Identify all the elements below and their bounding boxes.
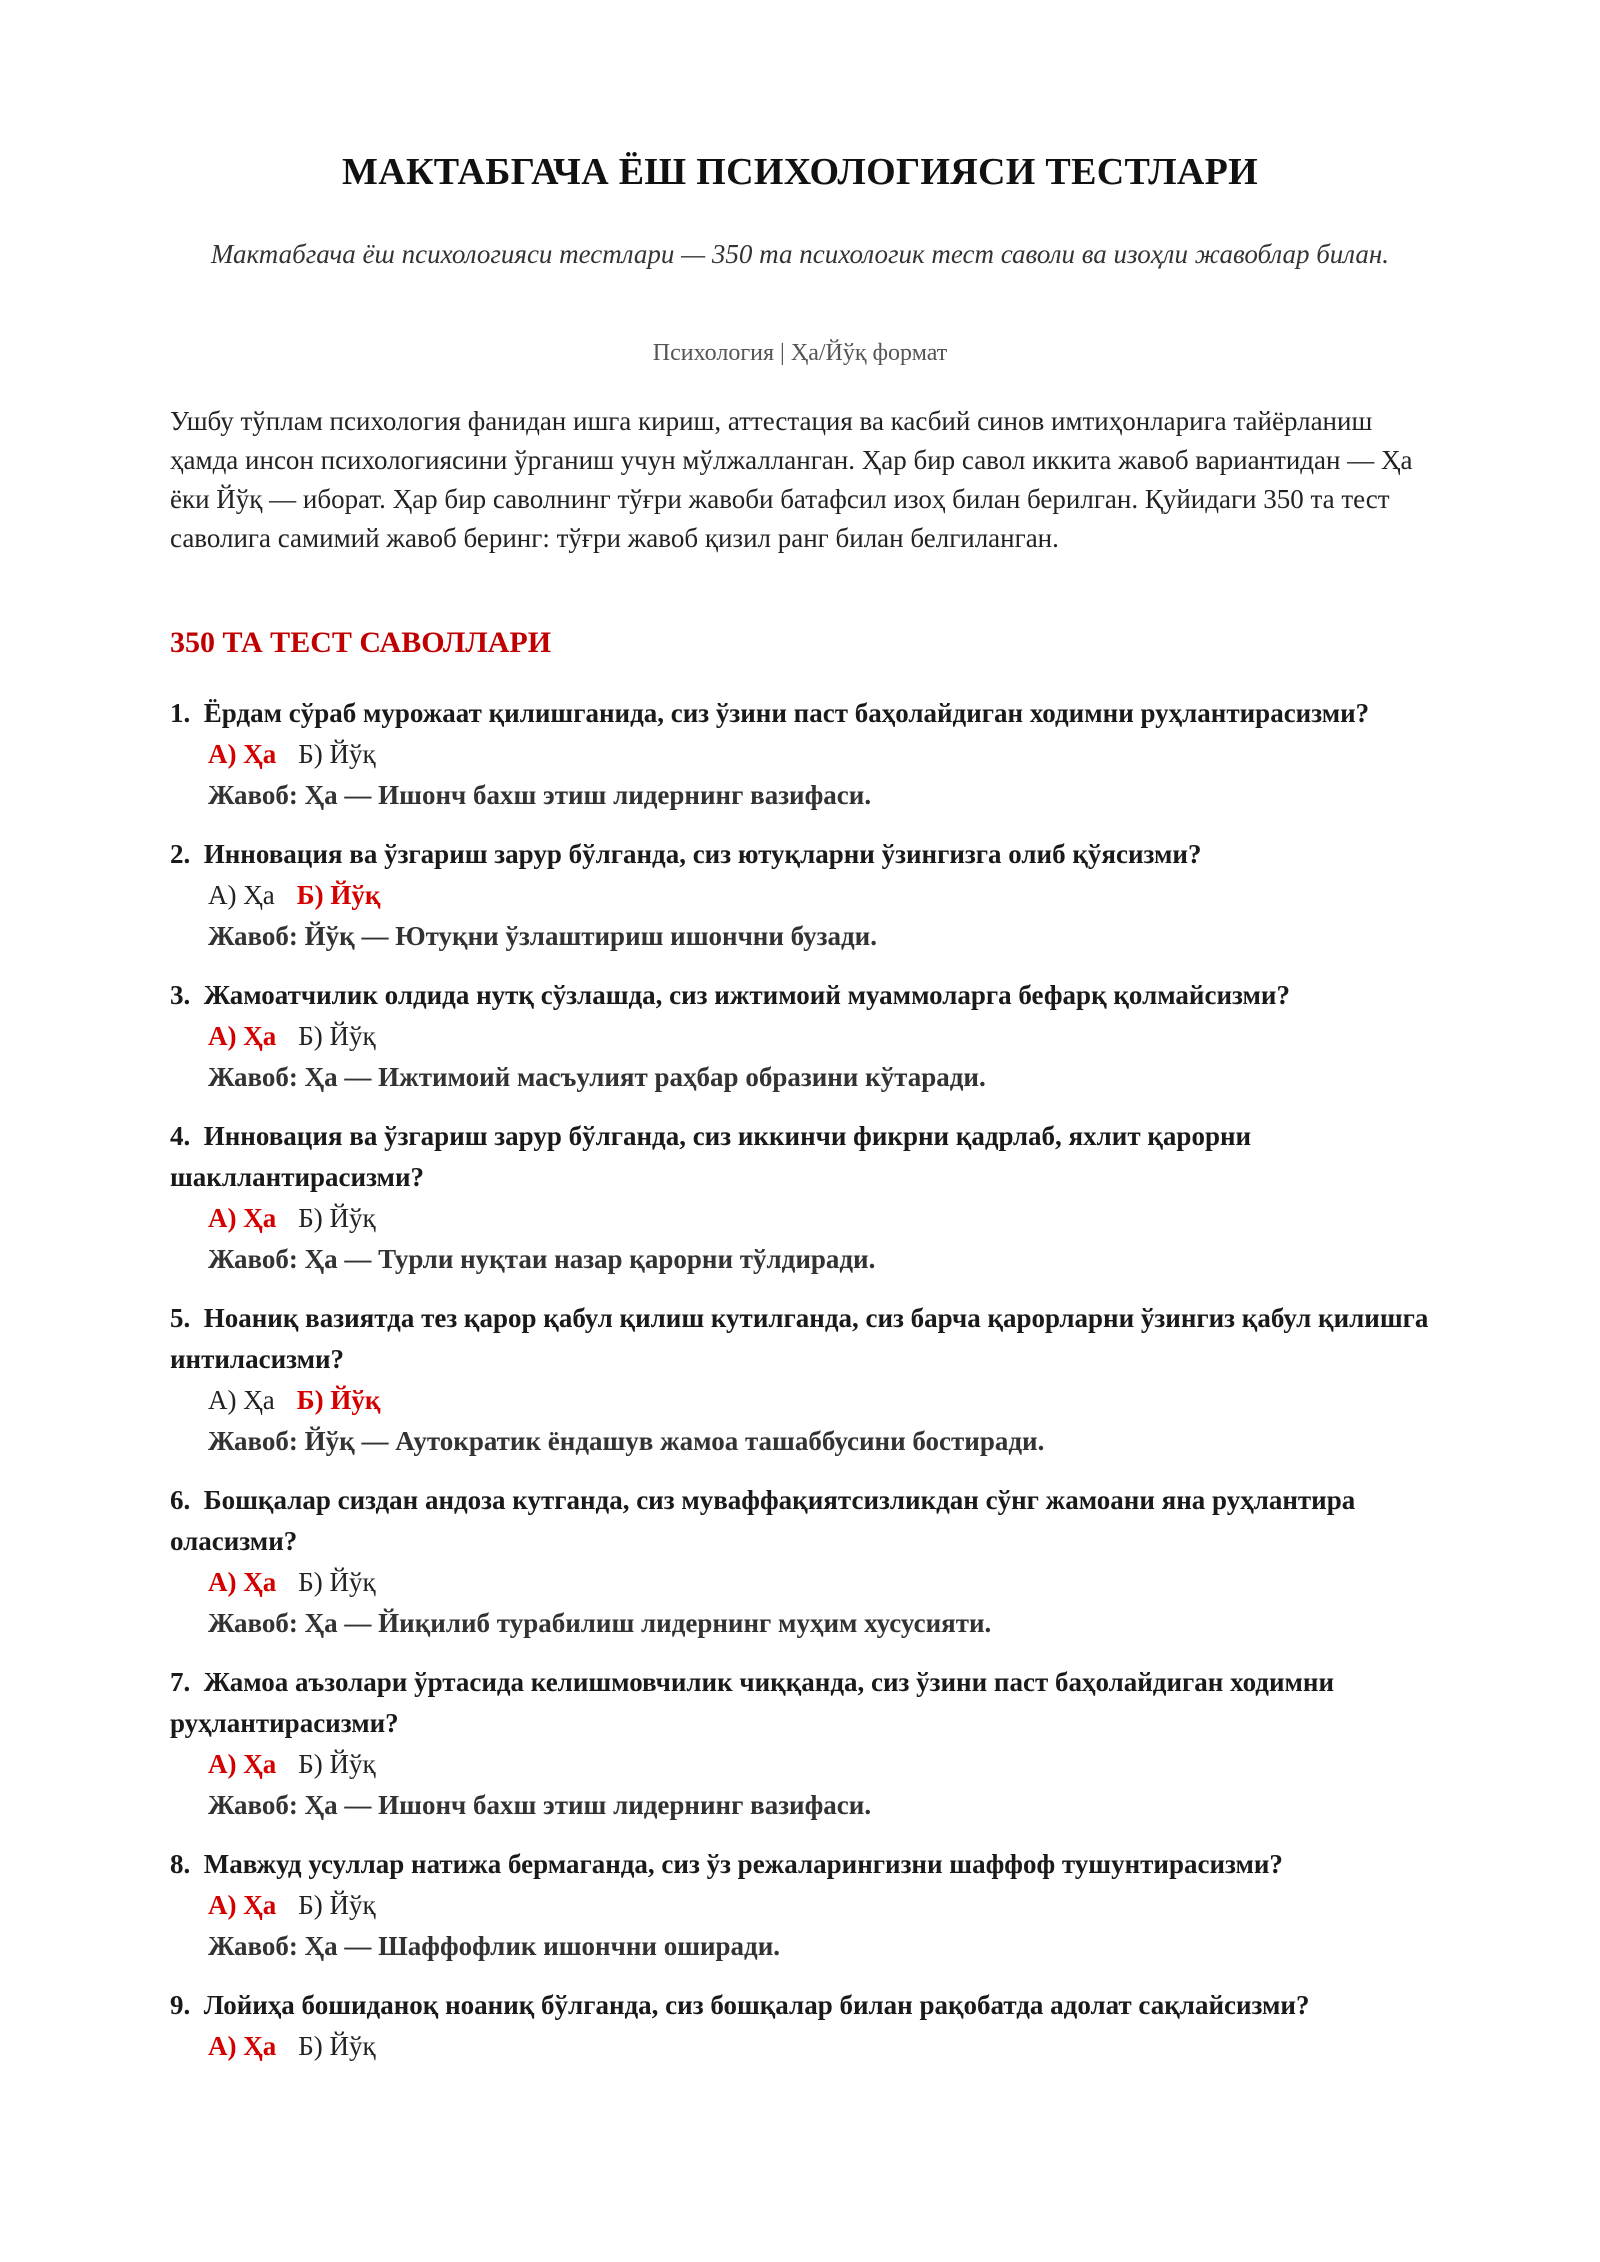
question-body: Инновация ва ўзгариш зарур бўлганда, сиз иккинчи фикрни қадрлаб, яхлит қарорни шакллантирасизми? — [170, 1121, 1252, 1192]
option-a: А) Ҳа — [208, 739, 277, 769]
question-text — [170, 1298, 1470, 1380]
option-a: А) Ҳа — [208, 880, 275, 910]
option-b: Б) Йўқ — [298, 1021, 376, 1051]
option-b: Б) Йўқ — [298, 1749, 376, 1779]
question-body: Ноаниқ вазиятда тез қарор қабул қилиш кутилганда, сиз барча қарорларни ўзингиз қабул қилишга интиласизми? — [170, 1303, 1429, 1374]
question-text — [170, 975, 1470, 1016]
question-text — [170, 693, 1470, 734]
question-number: 8. — [170, 1849, 191, 1879]
answer-options — [170, 2026, 1470, 2067]
option-a: А) Ҳа — [208, 1749, 277, 1779]
question-number: 1. — [170, 698, 191, 728]
question-body: Жамоа аъзолари ўртасида келишмовчилик чиққанда, сиз ўзини паст баҳолайдиган ходимни руҳлантирасизми? — [170, 1667, 1335, 1738]
option-a: А) Ҳа — [208, 1021, 277, 1051]
option-b: Б) Йўқ — [298, 1890, 376, 1920]
option-a: А) Ҳа — [208, 1385, 275, 1415]
option-a: А) Ҳа — [208, 2031, 277, 2061]
option-a: А) Ҳа — [208, 1567, 277, 1597]
answer-options — [170, 1562, 1470, 1603]
question-body: Мавжуд усуллар натижа бермаганда, сиз ўз режаларингизни шаффоф тушунтирасизми? — [203, 1849, 1283, 1879]
option-a: А) Ҳа — [208, 1890, 277, 1920]
page-title: МАКТАБГАЧА ЁШ ПСИХОЛОГИЯСИ ТЕСТЛАРИ — [342, 151, 1258, 193]
section-heading: 350 ТА ТЕСТ САВОЛЛАРИ — [170, 626, 552, 659]
question-number: 5. — [170, 1303, 191, 1333]
answer-explanation: Жавоб: Ҳа — Шаффофлик ишончни оширади. — [208, 1931, 781, 1961]
question-number: 6. — [170, 1485, 191, 1515]
option-b: Б) Йўқ — [296, 880, 381, 910]
question-body: Лойиҳа бошиданоқ ноаниқ бўлганда, сиз бошқалар билан рақобатда адолат сақлайсизми? — [203, 1990, 1310, 2020]
question-text — [170, 1116, 1470, 1198]
category-format-line: Психология | Ҳа/Йўқ формат — [652, 340, 948, 366]
answer-explanation: Жавоб: Йўқ — Ютуқни ўзлаштириш ишончни бузади. — [208, 921, 877, 951]
question-number: 9. — [170, 1990, 191, 2020]
answer-explanation: Жавоб: Йўқ — Аутократик ёндашув жамоа ташаббусини бостиради. — [208, 1426, 1045, 1456]
question-text — [170, 1662, 1470, 1744]
option-b: Б) Йўқ — [296, 1385, 381, 1415]
answer-options — [170, 875, 1470, 916]
question-number: 4. — [170, 1121, 191, 1151]
page-subtitle: Мактабгача ёш психологияси тестлари — 350 та психологик тест саволи ва изоҳли жавоблар билан. — [210, 239, 1390, 269]
question-item — [170, 1844, 1470, 1967]
option-b: Б) Йўқ — [298, 1567, 376, 1597]
option-b: Б) Йўқ — [298, 739, 376, 769]
question-item — [170, 1298, 1470, 1462]
question-item — [170, 1480, 1470, 1644]
answer-options — [170, 1885, 1470, 1926]
intro-paragraph: Ушбу тўплам психология фанидан ишга кириш, аттестация ва касбий синов имтиҳонларига тайёрланиш ҳамда инсон психологиясини ўрганиш учун мўлжалланган. Ҳар бир савол иккита жавоб вариантидан — Ҳа ёки Йўқ — иборат. Ҳар бир саволнинг тўғри жавоби батафсил изоҳ билан берилган. Қуйидаги 350 та тест саволига самимий жавоб беринг: тўғри жавоб қизил ранг билан белгиланган. — [170, 406, 1413, 553]
question-item — [170, 1662, 1470, 1826]
answer-explanation: Жавоб: Ҳа — Турли нуқтаи назар қарорни тўлдиради. — [208, 1244, 876, 1274]
question-body: Жамоатчилик олдида нутқ сўзлашда, сиз ижтимоий муаммоларга бефарқ қолмайсизми? — [203, 980, 1290, 1010]
question-item — [170, 1985, 1470, 2067]
question-body: Инновация ва ўзгариш зарур бўлганда, сиз ютуқларни ўзингизга олиб қўясизми? — [203, 839, 1202, 869]
answer-explanation: Жавоб: Ҳа — Ишонч бахш этиш лидернинг вазифаси. — [208, 780, 872, 810]
answer-explanation: Жавоб: Ҳа — Ишонч бахш этиш лидернинг вазифаси. — [208, 1790, 872, 1820]
question-text — [170, 1844, 1470, 1885]
option-a: А) Ҳа — [208, 1203, 277, 1233]
option-b: Б) Йўқ — [298, 2031, 376, 2061]
question-text — [170, 1480, 1470, 1562]
answer-options — [170, 734, 1470, 775]
question-item — [170, 1116, 1470, 1280]
question-body: Ёрдам сўраб мурожаат қилишганида, сиз ўзини паст баҳолайдиган ходимни руҳлантирасизми? — [203, 698, 1370, 728]
answer-explanation: Жавоб: Ҳа — Ижтимоий масъулият раҳбар образини кўтаради. — [208, 1062, 986, 1092]
question-number: 3. — [170, 980, 191, 1010]
question-item — [170, 693, 1470, 816]
question-number: 7. — [170, 1667, 191, 1697]
question-list — [170, 693, 1470, 2085]
question-item — [170, 975, 1470, 1098]
question-item — [170, 834, 1470, 957]
question-number: 2. — [170, 839, 191, 869]
answer-options — [170, 1016, 1470, 1057]
answer-explanation: Жавоб: Ҳа — Йиқилиб турабилиш лидернинг муҳим хусусияти. — [208, 1608, 992, 1638]
question-text — [170, 1985, 1470, 2026]
answer-options — [170, 1744, 1470, 1785]
question-text — [170, 834, 1470, 875]
answer-options — [170, 1198, 1470, 1239]
question-body: Бошқалар сиздан андоза кутганда, сиз муваффақиятсизликдан сўнг жамоани яна руҳлантира оласизми? — [170, 1485, 1356, 1556]
answer-options — [170, 1380, 1470, 1421]
option-b: Б) Йўқ — [298, 1203, 376, 1233]
